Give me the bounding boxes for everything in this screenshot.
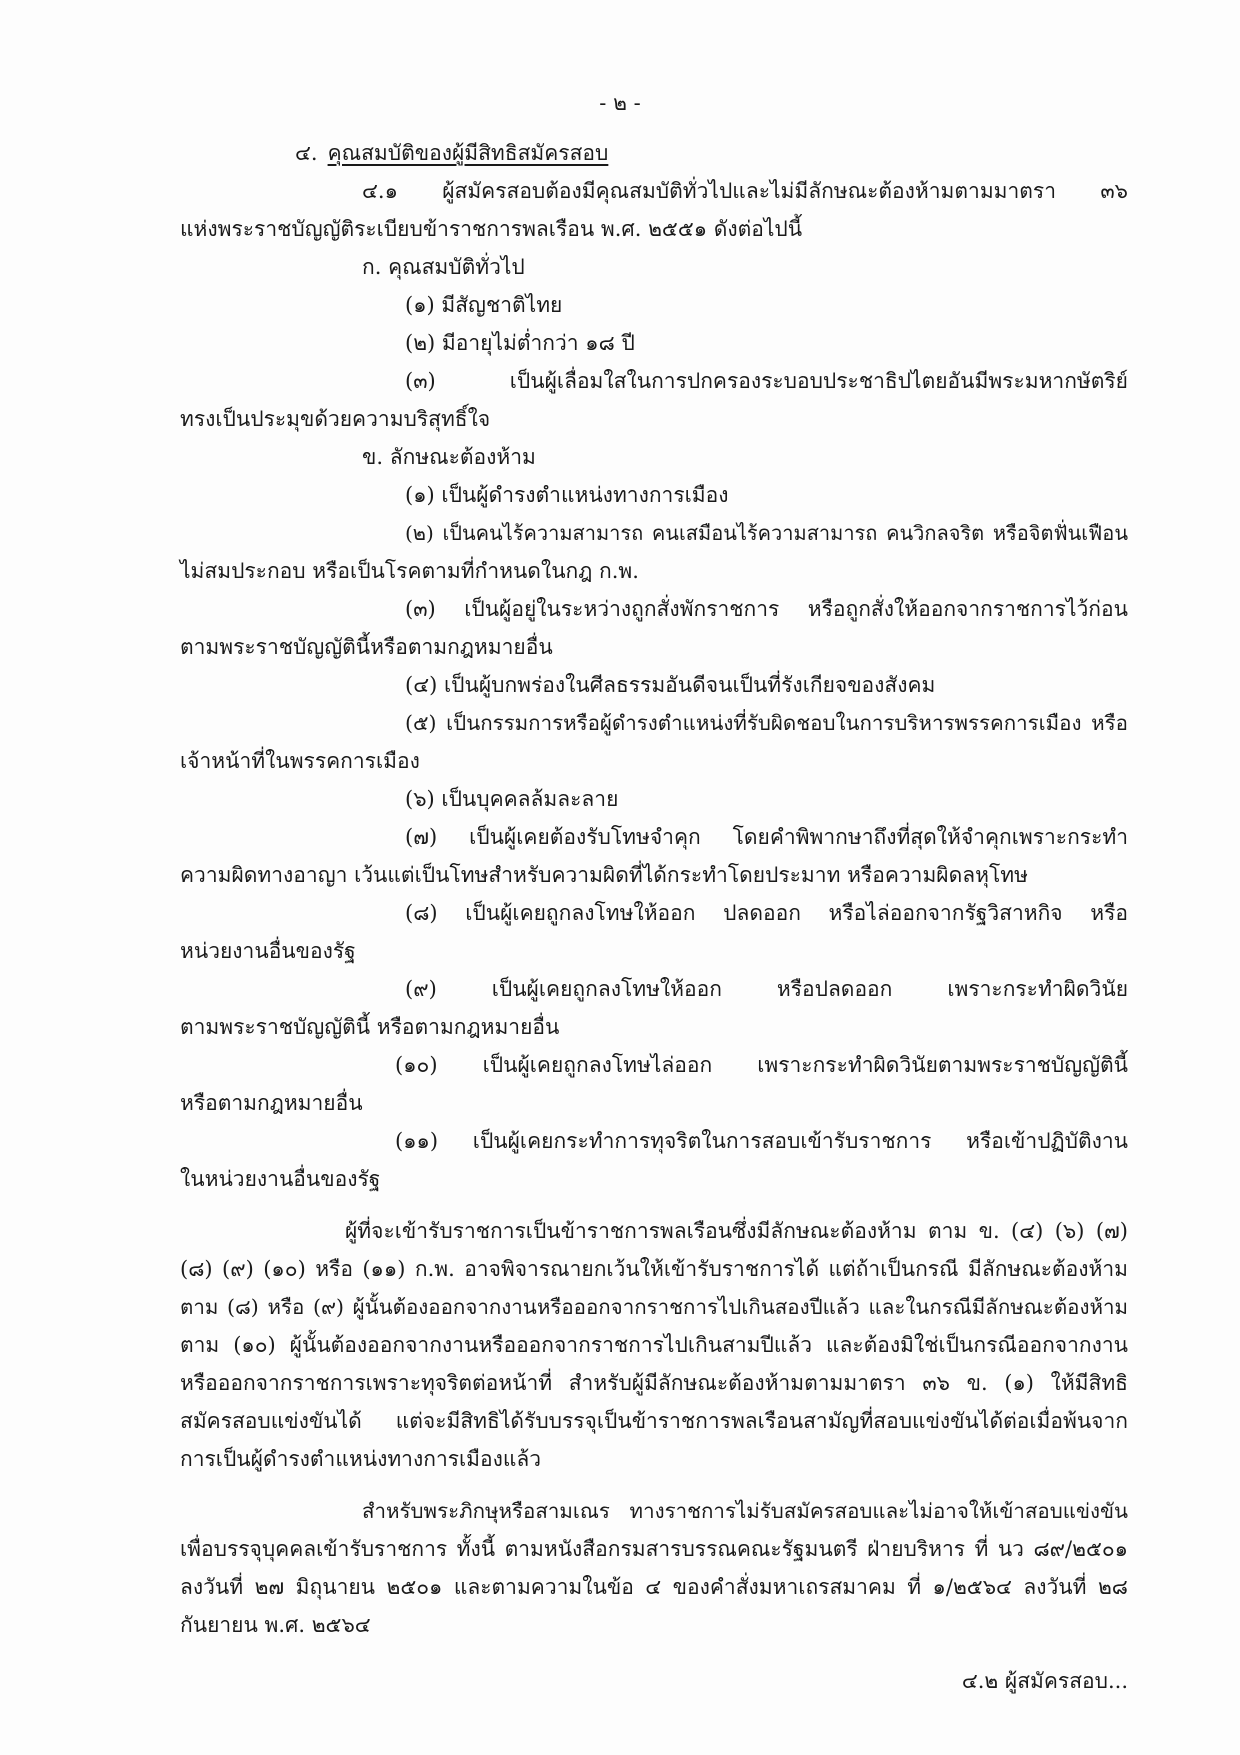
exception-paragraph-line-4: ตาม (๑๐) ผู้นั้นต้องออกจากงานหรือออกจากราชการไปเกินสามปีแล้ว และต้องมิใช่เป็นกรณีออกจากงาน — [180, 1333, 1128, 1357]
prohibited-item-11-line-1: (๑๑) เป็นผู้เคยกระทำการทุจริตในการสอบเข้ารับราชการ หรือเข้าปฏิบัติงาน — [395, 1129, 1128, 1153]
prohibited-item-2-line-1: (๒) เป็นคนไร้ความสามารถ คนเสมือนไร้ความสามารถ คนวิกลจริต หรือจิตฟั่นเฟือน — [405, 521, 1128, 545]
prohibited-item-10-line-1: (๑๐) เป็นผู้เคยถูกลงโทษไล่ออก เพราะกระทำผิดวินัยตามพระราชบัญญัตินี้ — [395, 1053, 1128, 1077]
prohibited-item-9-line-2: ตามพระราชบัญญัตินี้ หรือตามกฎหมายอื่น — [180, 1015, 560, 1039]
section-title: คุณสมบัติของผู้มีสิทธิสมัครสอบ — [327, 141, 609, 165]
prohibited-item-1: (๑) เป็นผู้ดำรงตำแหน่งทางการเมือง — [405, 483, 729, 507]
clause-4-1-line-2: แห่งพระราชบัญญัติระเบียบข้าราชการพลเรือน พ.ศ. ๒๕๕๑ ดังต่อไปนี้ — [180, 217, 803, 241]
monk-paragraph-line-4: กันยายน พ.ศ. ๒๕๖๔ — [180, 1613, 371, 1637]
exception-paragraph-line-6: สมัครสอบแข่งขันได้ แต่จะมีสิทธิได้รับบรรจุเป็นข้าราชการพลเรือนสามัญที่สอบแข่งขันได้ต่อเมื่อพ้นจาก — [180, 1409, 1128, 1433]
prohibited-item-4: (๔) เป็นผู้บกพร่องในศีลธรรมอันดีจนเป็นที่รังเกียจของสังคม — [405, 673, 936, 697]
exception-paragraph-line-7: การเป็นผู้ดำรงตำแหน่งทางการเมืองแล้ว — [180, 1447, 542, 1471]
prohibited-item-6: (๖) เป็นบุคคลล้มละลาย — [405, 787, 619, 811]
section-heading — [295, 136, 608, 170]
monk-paragraph-line-3: ลงวันที่ ๒๗ มิถุนายน ๒๕๐๑ และตามความในข้อ ๔ ของคำสั่งมหาเถรสมาคม ที่ ๑/๒๕๖๔ ลงวันที่ ๒๘ — [180, 1575, 1128, 1599]
monk-paragraph-line-1: สำหรับพระภิกษุหรือสามเณร ทางราชการไม่รับสมัครสอบและไม่อาจให้เข้าสอบแข่งขัน — [362, 1499, 1128, 1523]
sub-heading-general: ก. คุณสมบัติทั่วไป — [362, 255, 525, 279]
prohibited-item-8-line-1: (๘) เป็นผู้เคยถูกลงโทษให้ออก ปลดออก หรือไล่ออกจากรัฐวิสาหกิจ หรือ — [405, 901, 1128, 925]
prohibited-item-5-line-1: (๕) เป็นกรรมการหรือผู้ดำรงตำแหน่งที่รับผิดชอบในการบริหารพรรคการเมือง หรือ — [405, 711, 1128, 735]
monk-paragraph-line-2: เพื่อบรรจุบุคคลเข้ารับราชการ ทั้งนี้ ตามหนังสือกรมสารบรรณคณะรัฐมนตรี ฝ่ายบริหาร ที่ นว ๘๙/๒๕๐๑ — [180, 1537, 1128, 1561]
section-number: ๔. — [295, 141, 318, 165]
continuation-marker: ๔.๒ ผู้สมัครสอบ... — [961, 1669, 1128, 1693]
general-item-3-line-1: (๓) เป็นผู้เลื่อมใสในการปกครองระบอบประชาธิปไตยอันมีพระมหากษัตริย์ — [405, 369, 1128, 393]
prohibited-item-3-line-2: ตามพระราชบัญญัตินี้หรือตามกฎหมายอื่น — [180, 635, 553, 659]
prohibited-item-5-line-2: เจ้าหน้าที่ในพรรคการเมือง — [180, 749, 420, 773]
page-number: - ๒ - — [599, 91, 641, 115]
prohibited-item-7-line-1: (๗) เป็นผู้เคยต้องรับโทษจำคุก โดยคำพิพากษาถึงที่สุดให้จำคุกเพราะกระทำ — [405, 825, 1128, 849]
prohibited-item-3-line-1: (๓) เป็นผู้อยู่ในระหว่างถูกสั่งพักราชการ หรือถูกสั่งให้ออกจากราชการไว้ก่อน — [405, 597, 1128, 621]
exception-paragraph-line-1: ผู้ที่จะเข้ารับราชการเป็นข้าราชการพลเรือนซึ่งมีลักษณะต้องห้าม ตาม ข. (๔) (๖) (๗) — [345, 1219, 1128, 1243]
prohibited-item-8-line-2: หน่วยงานอื่นของรัฐ — [180, 939, 356, 963]
prohibited-item-7-line-2: ความผิดทางอาญา เว้นแต่เป็นโทษสำหรับความผิดที่ได้กระทำโดยประมาท หรือความผิดลหุโทษ — [180, 863, 1028, 887]
clause-4-1-line-1: ๔.๑ ผู้สมัครสอบต้องมีคุณสมบัติทั่วไปและไม่มีลักษณะต้องห้ามตามมาตรา ๓๖ — [362, 179, 1128, 203]
exception-paragraph-line-3: ตาม (๘) หรือ (๙) ผู้นั้นต้องออกจากงานหรือออกจากราชการไปเกินสองปีแล้ว และในกรณีมีลักษณะต้องห้าม — [180, 1295, 1128, 1319]
general-item-1: (๑) มีสัญชาติไทย — [405, 293, 563, 317]
general-item-3-line-2: ทรงเป็นประมุขด้วยความบริสุทธิ์ใจ — [180, 407, 491, 431]
prohibited-item-2-line-2: ไม่สมประกอบ หรือเป็นโรคตามที่กำหนดในกฎ ก.พ. — [180, 559, 639, 583]
exception-paragraph-line-2: (๘) (๙) (๑๐) หรือ (๑๑) ก.พ. อาจพิจารณายกเว้นให้เข้ารับราชการได้ แต่ถ้าเป็นกรณี มีลักษณะต้องห้าม — [180, 1257, 1128, 1281]
prohibited-item-11-line-2: ในหน่วยงานอื่นของรัฐ — [180, 1167, 381, 1191]
sub-heading-prohibited: ข. ลักษณะต้องห้าม — [362, 445, 536, 469]
general-item-2: (๒) มีอายุไม่ต่ำกว่า ๑๘ ปี — [405, 331, 635, 355]
prohibited-item-10-line-2: หรือตามกฎหมายอื่น — [180, 1091, 363, 1115]
exception-paragraph-line-5: หรือออกจากราชการเพราะทุจริตต่อหน้าที่ สำหรับผู้มีลักษณะต้องห้ามตามมาตรา ๓๖ ข. (๑) ให้มีสิทธิ — [180, 1371, 1128, 1395]
prohibited-item-9-line-1: (๙) เป็นผู้เคยถูกลงโทษให้ออก หรือปลดออก เพราะกระทำผิดวินัย — [405, 977, 1128, 1001]
